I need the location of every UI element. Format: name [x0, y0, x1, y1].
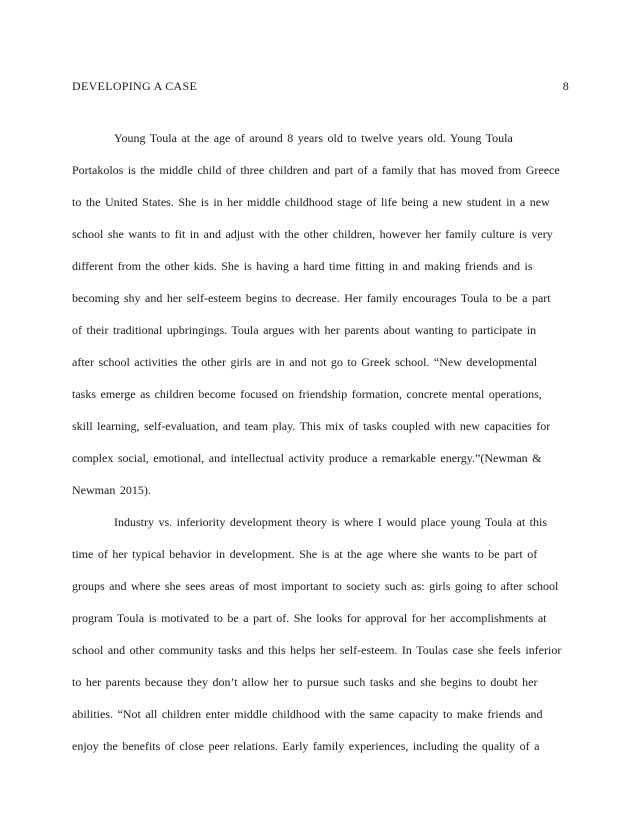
paragraph-line: different from the other kids. She is having a hard time fitting in and making friends and is [72, 259, 533, 273]
paragraph-line: enjoy the benefits of close peer relations. Early family experiences, including the quality of a [72, 739, 540, 753]
paragraph-line: to the United States. She is in her middle childhood stage of life being a new student in a new [72, 195, 550, 209]
paragraph-line: tasks emerge as children become focused on friendship formation, concrete mental operations, [72, 387, 542, 401]
paragraph-line: program Toula is motivated to be a part of. She looks for approval for her accomplishments at [72, 611, 547, 625]
paragraph-line: complex social, emotional, and intellectual activity produce a remarkable energy.”(Newman & [72, 451, 542, 465]
paragraph-line: groups and where she sees areas of most important to society such as: girls going to after school [72, 579, 559, 593]
paragraph-line: time of her typical behavior in development. She is at the age where she wants to be part of [72, 547, 538, 561]
page-header [72, 75, 569, 97]
paragraph-line: Newman 2015). [72, 483, 151, 497]
paragraph-line: school and other community tasks and this helps her self-esteem. In Toulas case she feels inferior [72, 643, 562, 657]
paragraph-line: Portakolos is the middle child of three children and part of a family that has moved from Greece [72, 163, 560, 177]
paragraph-line: to her parents because they don’t allow her to pursue such tasks and she begins to doubt her [72, 675, 538, 689]
page-number: 8 [562, 79, 569, 93]
paragraph-line: becoming shy and her self-esteem begins to decrease. Her family encourages Toula to be a part [72, 291, 551, 305]
paragraph-line: abilities. “Not all children enter middle childhood with the same capacity to make friends and [72, 707, 543, 721]
paragraph-line: Young Toula at the age of around 8 years old to twelve years old. Young Toula [114, 131, 513, 145]
running-head: DEVELOPING A CASE [72, 79, 198, 93]
paragraph-line: school she wants to fit in and adjust with the other children, however her family culture is very [72, 227, 553, 241]
paragraph-line: skill learning, self-evaluation, and team play. This mix of tasks coupled with new capacities for [72, 419, 551, 433]
paragraph-line: after school activities the other girls are in and not go to Greek school. “New developmental [72, 355, 538, 369]
paragraph-line: of their traditional upbringings. Toula argues with her parents about wanting to participate in [72, 323, 537, 337]
paragraph-line: Industry vs. inferiority development theory is where I would place young Toula at this [114, 515, 548, 529]
